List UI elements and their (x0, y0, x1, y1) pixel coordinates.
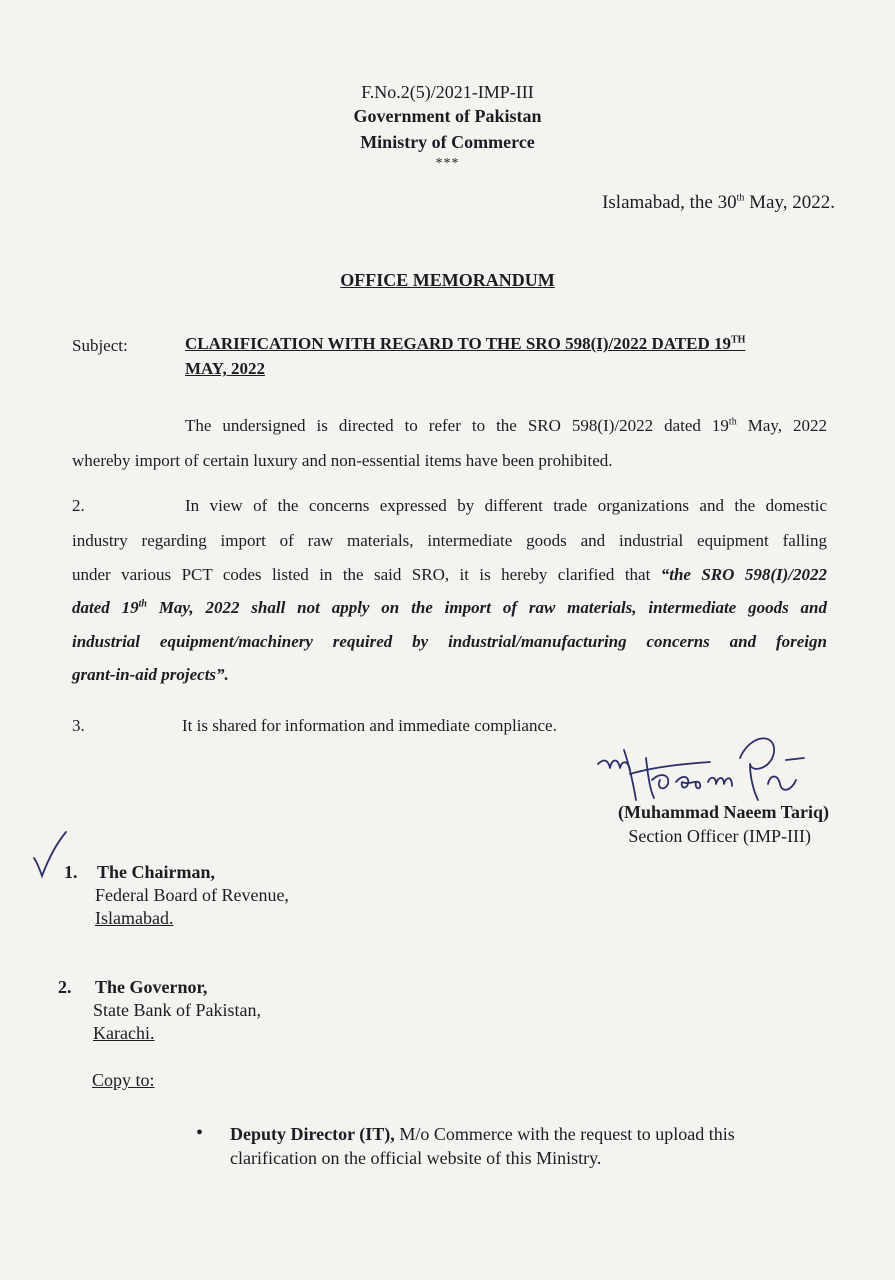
para3-text: It is shared for information and immediate compliance. (182, 716, 557, 735)
para2-line-4: dated 19th May, 2022 shall not apply on the import of raw materials, intermediate goods and (72, 598, 827, 617)
recipient-1-org: Federal Board of Revenue, (95, 885, 289, 905)
para1-line-1: The undersigned is directed to refer to the SRO 598(I)/2022 dated 19th May, 2022 (185, 416, 827, 435)
government-name: Government of Pakistan (353, 106, 542, 126)
recipient-2-title: The Governor, (95, 977, 208, 997)
para2-line-3: under various PCT codes listed in the said SRO, it is hereby clarified that “the SRO 598(I)/2022 (72, 565, 827, 584)
handwritten-signature (590, 728, 820, 808)
ministry-name: Ministry of Commerce (360, 132, 535, 152)
para2-number: 2. (72, 496, 85, 515)
para2-line-2: industry regarding import of raw materials, intermediate goods and industrial equipment falling (72, 531, 827, 550)
bullet-icon: • (196, 1122, 204, 1144)
copy-to-item-line-2: clarification on the official website of this Ministry. (230, 1148, 602, 1168)
signatory-name: (Muhammad Naeem Tariq) (618, 802, 829, 822)
file-number: F.No.2(5)/2021-IMP-III (361, 82, 534, 102)
memo-title: OFFICE MEMORANDUM (340, 270, 555, 290)
para2-line-1: In view of the concerns expressed by different trade organizations and the domestic (185, 496, 827, 515)
header-stars: *** (435, 156, 460, 171)
copy-to-label: Copy to: (92, 1070, 155, 1090)
recipient-2-city: Karachi. (93, 1023, 155, 1043)
recipient-1-city: Islamabad. (95, 908, 174, 928)
place-date: Islamabad, the 30th May, 2022. (602, 192, 835, 213)
subject-line-1: CLARIFICATION WITH REGARD TO THE SRO 598(I)/2022 DATED 19TH (185, 334, 746, 353)
recipient-2-number: 2. (58, 977, 72, 997)
copy-to-item-line-1: Deputy Director (IT), M/o Commerce with the request to upload this (230, 1124, 735, 1144)
para3-number: 3. (72, 716, 85, 735)
recipient-2-org: State Bank of Pakistan, (93, 1000, 261, 1020)
subject-label: Subject: (72, 336, 128, 355)
subject-line-2: MAY, 2022 (185, 359, 265, 378)
para2-line-6: grant-in-aid projects”. (72, 665, 229, 684)
recipient-1-number: 1. (64, 862, 78, 882)
para1-line-2: whereby import of certain luxury and non-essential items have been prohibited. (72, 451, 613, 470)
recipient-1-title: The Chairman, (97, 862, 216, 882)
signatory-designation: Section Officer (IMP-III) (628, 826, 811, 846)
para2-line-5: industrial equipment/machinery required by industrial/manufacturing concerns and foreign (72, 632, 827, 651)
